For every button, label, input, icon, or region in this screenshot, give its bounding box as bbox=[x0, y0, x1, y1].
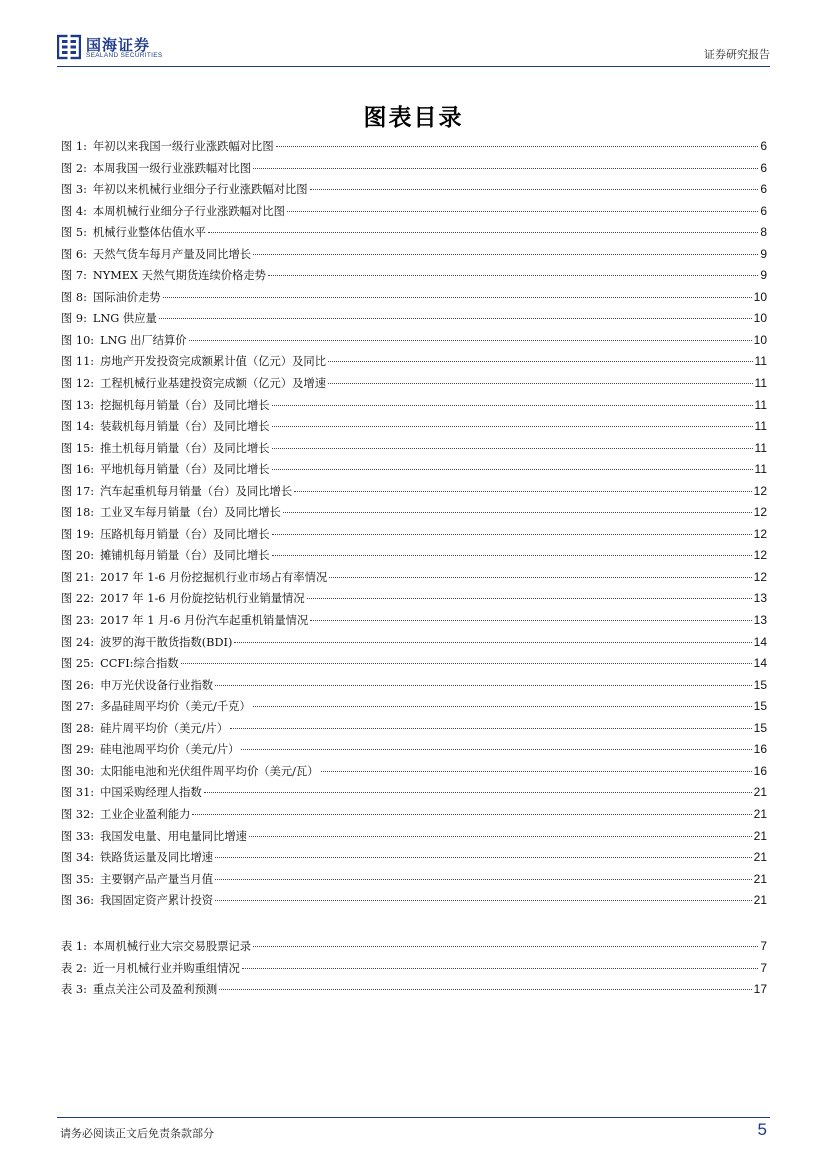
figure-title: 申万光伏设备行业指数 bbox=[100, 678, 214, 692]
figure-page-number: 6 bbox=[760, 139, 767, 153]
figure-page-number: 10 bbox=[753, 332, 767, 347]
figure-entry[interactable] bbox=[61, 569, 767, 591]
figure-title: 天然气货车每月产量及同比增长 bbox=[92, 247, 252, 261]
dot-leader bbox=[294, 491, 752, 492]
figure-page-number: 9 bbox=[760, 268, 767, 283]
figure-page-number: 10 bbox=[753, 311, 767, 326]
figure-title: 平地机每月销量（台）及同比增长 bbox=[100, 463, 270, 477]
figure-entry[interactable] bbox=[61, 720, 767, 742]
dot-leader bbox=[310, 620, 751, 621]
figure-label: 图 33: bbox=[61, 829, 95, 843]
dot-leader bbox=[321, 771, 752, 772]
sealand-logo-icon bbox=[57, 34, 81, 60]
dot-leader bbox=[215, 857, 752, 858]
figure-page-number: 6 bbox=[760, 160, 767, 175]
figure-page-number: 21 bbox=[753, 806, 767, 821]
document-type: 证券研究报告 bbox=[704, 48, 770, 61]
figure-title: 2017 年 1 月-6 月份汽车起重机销量情况 bbox=[100, 614, 309, 628]
figure-label: 图 30: bbox=[61, 764, 95, 778]
dot-leader bbox=[249, 836, 752, 837]
figure-entry[interactable] bbox=[61, 655, 767, 677]
table-title: 重点关注公司及盈利预测 bbox=[92, 983, 218, 997]
dot-leader bbox=[287, 211, 758, 212]
dot-leader bbox=[215, 900, 752, 901]
figure-entry[interactable] bbox=[61, 440, 767, 462]
figure-title: 年初以来我国一级行业涨跌幅对比图 bbox=[92, 140, 274, 153]
figure-label: 图 3: bbox=[61, 183, 87, 197]
company-logo bbox=[57, 34, 197, 62]
figure-page-number: 14 bbox=[753, 634, 767, 649]
dot-leader bbox=[163, 297, 752, 298]
figure-entry[interactable] bbox=[61, 483, 767, 505]
figure-label: 图 31: bbox=[61, 786, 95, 800]
figure-title: 装载机每月销量（台）及同比增长 bbox=[100, 420, 270, 434]
figure-title: 工程机械行业基建投资完成额（亿元）及增速 bbox=[100, 377, 327, 391]
figure-entry[interactable] bbox=[61, 849, 767, 871]
figure-page-number: 21 bbox=[753, 828, 767, 843]
figure-entry[interactable] bbox=[61, 310, 767, 332]
table-title: 近一月机械行业并购重组情况 bbox=[92, 961, 240, 975]
figure-label: 图 32: bbox=[61, 807, 95, 821]
figure-page-number: 15 bbox=[753, 720, 767, 735]
figure-label: 图 26: bbox=[61, 678, 95, 692]
figure-entry[interactable] bbox=[61, 246, 767, 268]
table-page-number: 17 bbox=[753, 982, 767, 997]
figure-label: 图 15: bbox=[61, 441, 95, 455]
dot-leader bbox=[189, 340, 752, 341]
figure-page-number: 15 bbox=[753, 699, 767, 714]
figure-entry[interactable] bbox=[61, 461, 767, 483]
table-page-number: 7 bbox=[760, 960, 767, 975]
dot-leader bbox=[230, 728, 751, 729]
dot-leader bbox=[241, 749, 751, 750]
figure-label: 图 10: bbox=[61, 333, 95, 347]
figure-page-number: 8 bbox=[760, 225, 767, 240]
figure-entry[interactable] bbox=[61, 289, 767, 311]
figure-label: 图 14: bbox=[61, 420, 95, 434]
figure-label: 图 35: bbox=[61, 872, 95, 886]
logo-company-name-en: SEALAND SECURITIES bbox=[86, 52, 163, 59]
figure-entry[interactable] bbox=[61, 828, 767, 850]
figure-entry[interactable] bbox=[61, 224, 767, 246]
table-index bbox=[61, 938, 767, 1003]
figure-label: 图 5: bbox=[61, 226, 87, 240]
figure-entry[interactable] bbox=[61, 677, 767, 699]
figure-title: 铁路货运量及同比增速 bbox=[100, 851, 214, 865]
figure-entry[interactable] bbox=[61, 547, 767, 569]
figure-title: 国际油价走势 bbox=[92, 290, 161, 304]
figure-entry[interactable] bbox=[61, 590, 767, 612]
figure-entry[interactable] bbox=[61, 353, 767, 375]
table-entry[interactable] bbox=[61, 938, 767, 960]
dot-leader bbox=[204, 792, 752, 793]
page-title: 图表目录 bbox=[363, 104, 464, 131]
figure-entry[interactable] bbox=[61, 332, 767, 354]
dot-leader bbox=[272, 426, 753, 427]
figure-page-number: 11 bbox=[754, 419, 767, 434]
figure-page-number: 14 bbox=[753, 656, 767, 671]
dot-leader bbox=[215, 685, 752, 686]
page-number: 5 bbox=[757, 1120, 767, 1139]
figure-entry[interactable] bbox=[61, 806, 767, 828]
table-label: 表 2: bbox=[61, 961, 87, 975]
figure-index bbox=[61, 138, 767, 914]
figure-title: 工业叉车每月销量（台）及同比增长 bbox=[100, 506, 281, 520]
dot-leader bbox=[215, 879, 752, 880]
figure-entry[interactable] bbox=[61, 763, 767, 785]
figure-entry[interactable] bbox=[61, 871, 767, 893]
dot-leader bbox=[159, 318, 752, 319]
figure-label: 图 29: bbox=[61, 743, 95, 757]
figure-entry[interactable] bbox=[61, 634, 767, 656]
figure-label: 图 18: bbox=[61, 506, 95, 520]
figure-title: 年初以来机械行业细分子行业涨跌幅对比图 bbox=[92, 183, 308, 197]
figure-title: 压路机每月销量（台）及同比增长 bbox=[100, 527, 270, 541]
figure-title: 硅片周平均价（美元/片） bbox=[100, 721, 229, 735]
figure-entry[interactable] bbox=[61, 526, 767, 548]
figure-page-number: 11 bbox=[754, 376, 767, 391]
figure-title: 主要钢产品产量当月值 bbox=[100, 872, 214, 886]
figure-title: 工业企业盈利能力 bbox=[100, 807, 191, 821]
figure-label: 图 7: bbox=[61, 269, 87, 283]
figure-entry[interactable] bbox=[61, 698, 767, 720]
figure-label: 图 17: bbox=[61, 484, 95, 498]
figure-label: 图 12: bbox=[61, 377, 95, 391]
figure-label: 图 6: bbox=[61, 247, 87, 261]
figure-label: 图 1: bbox=[61, 140, 87, 153]
figure-label: 图 21: bbox=[61, 570, 95, 584]
figure-title: 2017 年 1-6 月份旋挖钻机行业销量情况 bbox=[100, 592, 305, 606]
figure-label: 图 20: bbox=[61, 549, 95, 563]
dot-leader bbox=[253, 168, 758, 169]
dot-leader bbox=[234, 642, 751, 643]
disclaimer-note: 请务必阅读正文后免责条款部分 bbox=[60, 1127, 214, 1140]
dot-leader bbox=[272, 469, 753, 470]
figure-page-number: 13 bbox=[753, 591, 767, 606]
figure-title: 摊铺机每月销量（台）及同比增长 bbox=[100, 549, 270, 563]
dot-leader bbox=[276, 146, 759, 147]
figure-title: 机械行业整体估值水平 bbox=[92, 226, 206, 240]
dot-leader bbox=[272, 448, 753, 449]
figure-label: 图 23: bbox=[61, 614, 95, 628]
figure-page-number: 21 bbox=[753, 850, 767, 865]
dot-leader bbox=[242, 968, 759, 969]
figure-title: 我国固定资产累计投资 bbox=[100, 894, 214, 908]
figure-entry[interactable] bbox=[61, 504, 767, 526]
figure-title: 太阳能电池和光伏组件周平均价（美元/瓦） bbox=[100, 764, 319, 778]
table-entry[interactable] bbox=[61, 981, 767, 1003]
figure-label: 图 22: bbox=[61, 592, 95, 606]
figure-entry[interactable] bbox=[61, 267, 767, 289]
page-header bbox=[57, 32, 770, 64]
figure-entry[interactable] bbox=[61, 138, 767, 160]
dot-leader bbox=[283, 512, 752, 513]
figure-entry[interactable] bbox=[61, 397, 767, 419]
figure-label: 图 13: bbox=[61, 398, 95, 412]
figure-title: 中国采购经理人指数 bbox=[100, 786, 202, 800]
figure-page-number: 12 bbox=[753, 569, 767, 584]
figure-label: 图 19: bbox=[61, 527, 95, 541]
figure-entry[interactable] bbox=[61, 741, 767, 763]
figure-title: 2017 年 1-6 月份挖掘机行业市场占有率情况 bbox=[100, 570, 328, 584]
figure-label: 图 11: bbox=[61, 355, 95, 369]
figure-page-number: 21 bbox=[753, 785, 767, 800]
dot-leader bbox=[307, 598, 752, 599]
figure-page-number: 6 bbox=[760, 203, 767, 218]
figure-label: 图 28: bbox=[61, 721, 95, 735]
dot-leader bbox=[253, 946, 758, 947]
table-page-number: 7 bbox=[760, 939, 767, 953]
figure-entry[interactable] bbox=[61, 612, 767, 634]
dot-leader bbox=[181, 663, 752, 664]
figure-page-number: 12 bbox=[753, 526, 767, 541]
figure-entry[interactable] bbox=[61, 418, 767, 440]
figure-page-number: 15 bbox=[753, 677, 767, 692]
figure-label: 图 8: bbox=[61, 290, 87, 304]
figure-page-number: 21 bbox=[753, 893, 767, 908]
figure-title: 本周我国一级行业涨跌幅对比图 bbox=[92, 161, 252, 175]
figure-entry[interactable] bbox=[61, 203, 767, 225]
figure-page-number: 13 bbox=[753, 613, 767, 628]
figure-label: 图 34: bbox=[61, 851, 95, 865]
figure-page-number: 11 bbox=[754, 440, 767, 455]
figure-page-number: 12 bbox=[753, 505, 767, 520]
figure-page-number: 11 bbox=[754, 462, 767, 477]
figure-title: 硅电池周平均价（美元/片） bbox=[100, 743, 240, 757]
figure-page-number: 12 bbox=[753, 548, 767, 563]
figure-page-number: 12 bbox=[753, 483, 767, 498]
table-label: 表 1: bbox=[61, 940, 87, 953]
figure-entry[interactable] bbox=[61, 784, 767, 806]
figure-label: 图 16: bbox=[61, 463, 95, 477]
figure-label: 图 9: bbox=[61, 312, 87, 326]
figure-title: LNG 出厂结算价 bbox=[100, 333, 187, 347]
dot-leader bbox=[329, 577, 751, 578]
figure-title: 本周机械行业细分子行业涨跌幅对比图 bbox=[92, 204, 285, 218]
dot-leader bbox=[272, 534, 752, 535]
figure-page-number: 21 bbox=[753, 871, 767, 886]
header-divider bbox=[57, 66, 770, 67]
figure-title: 我国发电量、用电量同比增速 bbox=[100, 829, 247, 843]
figure-title: LNG 供应量 bbox=[92, 312, 157, 326]
figure-page-number: 10 bbox=[753, 289, 767, 304]
dot-leader bbox=[253, 706, 752, 707]
figure-label: 图 24: bbox=[61, 635, 95, 649]
figure-entry[interactable] bbox=[61, 160, 767, 182]
figure-title: 房地产开发投资完成额累计值（亿元）及同比 bbox=[100, 355, 327, 369]
figure-page-number: 16 bbox=[753, 763, 767, 778]
dot-leader bbox=[192, 814, 751, 815]
figure-entry[interactable] bbox=[61, 181, 767, 203]
dot-leader bbox=[310, 189, 759, 190]
figure-page-number: 9 bbox=[760, 246, 767, 261]
figure-entry[interactable] bbox=[61, 375, 767, 397]
logo-company-name: 国海证券 bbox=[86, 36, 151, 54]
figure-page-number: 11 bbox=[754, 397, 767, 412]
dot-leader bbox=[272, 405, 753, 406]
dot-leader bbox=[272, 555, 752, 556]
figure-title: NYMEX 天然气期货连续价格走势 bbox=[92, 269, 266, 283]
figure-entry[interactable] bbox=[61, 892, 767, 914]
figure-title: 多晶硅周平均价（美元/千克） bbox=[100, 700, 251, 714]
figure-label: 图 4: bbox=[61, 204, 87, 218]
dot-leader bbox=[219, 989, 751, 990]
dot-leader bbox=[253, 254, 758, 255]
figure-page-number: 11 bbox=[754, 354, 767, 369]
figure-page-number: 16 bbox=[753, 742, 767, 757]
figure-title: 推土机每月销量（台）及同比增长 bbox=[100, 441, 270, 455]
table-title: 本周机械行业大宗交易股票记录 bbox=[92, 940, 252, 953]
figure-label: 图 36: bbox=[61, 894, 95, 908]
table-label: 表 3: bbox=[61, 983, 87, 997]
figure-label: 图 27: bbox=[61, 700, 95, 714]
figure-title: CCFI:综合指数 bbox=[100, 657, 179, 671]
table-entry[interactable] bbox=[61, 960, 767, 982]
figure-title: 波罗的海干散货指数(BDI) bbox=[100, 635, 233, 649]
dot-leader bbox=[268, 275, 758, 276]
figure-page-number: 6 bbox=[760, 182, 767, 197]
footer-divider bbox=[57, 1117, 770, 1118]
figure-title: 汽车起重机每月销量（台）及同比增长 bbox=[100, 484, 293, 498]
figure-title: 挖掘机每月销量（台）及同比增长 bbox=[100, 398, 270, 412]
dot-leader bbox=[328, 383, 753, 384]
dot-leader bbox=[208, 232, 758, 233]
figure-label: 图 25: bbox=[61, 657, 95, 671]
dot-leader bbox=[328, 361, 753, 362]
figure-label: 图 2: bbox=[61, 161, 87, 175]
